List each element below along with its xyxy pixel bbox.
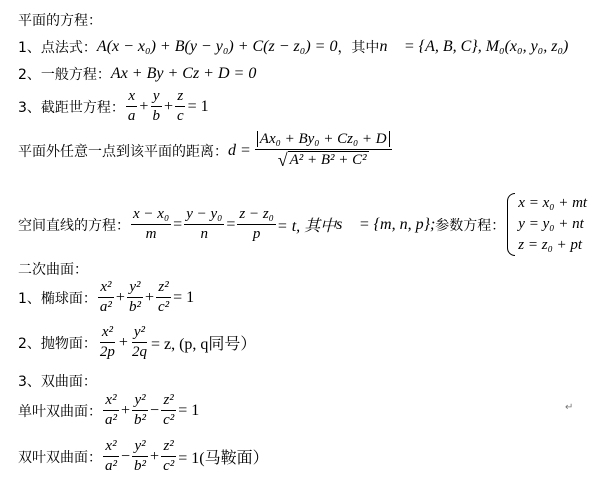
label: 单叶双曲面： [18, 403, 102, 420]
intercept-form: 3、截距世方程： $\frac{x}{a}$ + $\frac{y}{b}$ + $\frac{z}{c}$ = 1 [18, 88, 209, 124]
heading-text: 二次曲面： [18, 262, 88, 278]
rhs: = 1(马鞍面） [178, 450, 269, 467]
label: 3、截距世方程： [18, 99, 125, 116]
numerator: Ax₀ + By₀ + Cz₀ + D [257, 131, 390, 147]
heading-text: 平面的方程： [18, 13, 102, 29]
label: 平面外任意一点到该平面的距离： [18, 144, 228, 160]
label: 双叶双曲面： [18, 449, 102, 466]
param-z: z = z₀ + pt [518, 237, 583, 253]
paragraph-mark-icon: ↵ [565, 402, 574, 413]
space-line-equation: 空间直线的方程： $\frac{\text{x − x₀}}{m}$ = $\frac{\text{y − y₀}}{n}$ = $\frac{\text{z − z₀}}{p}$ = t, 其中 s⃗ = {m, n, p}; 参数方程： x = x₀ + mt y = y₀ + nt z = z₀ + pt [18, 193, 587, 256]
label: 1、椭球面： [18, 290, 97, 307]
param-x: x = x₀ + mt [518, 195, 588, 211]
fraction-y-b: $\frac{y}{b}$ [152, 88, 160, 124]
two-sheet-hyperboloid: 双叶双曲面： $\frac{\text{x²}}{\text{a²}}$ − $\frac{\text{y²}}{\text{b²}}$ + $\frac{\text{z²}}{\text{c²}}$ = 1(马鞍面） [18, 438, 269, 474]
label: 2、抛物面： [18, 335, 97, 352]
formula: A(x − x₀) + B(y − y₀) + C(z − z₀) = 0 [96, 38, 338, 55]
formula: Ax + By + Cz + D = 0 [110, 65, 257, 82]
heading-quadric-surfaces [18, 259, 88, 279]
fraction-x: $\frac{\text{x − x₀}}{m}$ [133, 206, 170, 242]
heading-plane-equations [18, 10, 102, 30]
fraction-z: $\frac{\text{z − z₀}}{p}$ [239, 206, 274, 242]
fraction-x-a: $\frac{x}{a}$ [127, 88, 136, 124]
hyperboloid-heading [18, 371, 97, 391]
denominator: A² + B² + C² [289, 152, 367, 168]
param-label: 参数方程： [435, 217, 506, 234]
rhs: = 1 [178, 401, 200, 419]
label: 2、一般方程： [18, 67, 111, 83]
general-form [18, 64, 256, 84]
label: 3、双曲面： [18, 374, 97, 390]
param-y: y = y₀ + nt [518, 216, 584, 232]
normal-vector: n⃗ = {A, B, C}, M₀(x₀, y₀, z₀) [379, 38, 569, 55]
one-sheet-hyperboloid: 单叶双曲面： $\frac{\text{x²}}{\text{a²}}$ + $\frac{\text{y²}}{\text{b²}}$ − $\frac{\text{z²}}{\text{c²}}$ = 1 [18, 392, 200, 428]
parametric-system [507, 193, 587, 256]
rhs: = 1 [187, 97, 209, 115]
rhs: = z, (p, q同号） [150, 336, 257, 353]
tail: = t, 其中 [276, 218, 337, 235]
fraction-z-c: $\frac{z}{c}$ [176, 88, 184, 124]
distance-fraction: Ax₀ + By₀ + Cz₀ + D √ A² + B² + C² [255, 131, 392, 171]
ellipsoid: 1、椭球面： $\frac{\text{x²}}{\text{a²}}$ + $\frac{\text{y²}}{\text{b²}}$ + $\frac{\text{z²}}{\text{c²}}$ = 1 [18, 279, 195, 315]
direction-vector: s⃗ = {m, n, p}; [336, 215, 436, 233]
distance-formula [18, 131, 393, 171]
label: 1、点法式： [18, 40, 97, 56]
where-text: ，其中 [337, 40, 380, 56]
label: 空间直线的方程： [18, 217, 130, 234]
rhs: = 1 [173, 288, 195, 306]
fraction-y: $\frac{\text{y − y₀}}{n}$ [186, 206, 223, 242]
paraboloid: 2、抛物面： $\frac{\text{x²}}{2p}$ + $\frac{\text{y²}}{2q}$ = z, (p, q同号） [18, 324, 257, 360]
point-normal-form [18, 37, 568, 57]
lhs: d = [228, 142, 251, 159]
